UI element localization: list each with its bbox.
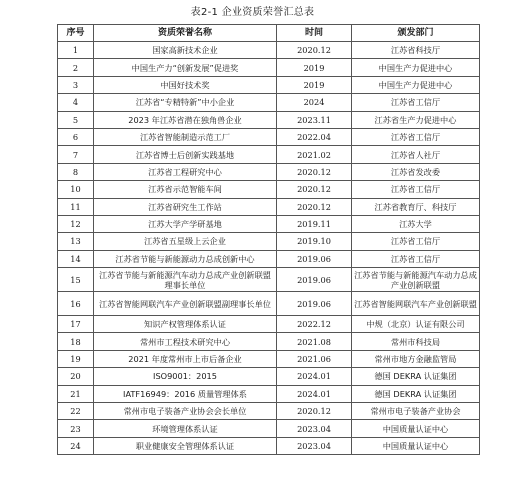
cell-time: 2019.06 xyxy=(277,292,352,316)
table-row xyxy=(58,420,480,437)
cell-name: 中国好技术奖 xyxy=(94,76,277,93)
cell-dept: 江苏省生产力促进中心 xyxy=(352,111,480,128)
table-row xyxy=(58,163,480,180)
cell-name: 江苏省节能与新能源动力总成创新中心 xyxy=(94,250,277,267)
table-body xyxy=(58,42,480,455)
cell-dept: 中国生产力促进中心 xyxy=(352,76,480,93)
table-row xyxy=(58,403,480,420)
cell-time: 2023.11 xyxy=(277,111,352,128)
table-caption: 表2-1 企业资质荣誉汇总表 xyxy=(190,7,315,18)
cell-no: 22 xyxy=(58,403,94,420)
cell-time: 2020.12 xyxy=(277,163,352,180)
table-row xyxy=(58,215,480,232)
table-row xyxy=(58,268,480,292)
cell-time: 2020.12 xyxy=(277,403,352,420)
cell-dept: 江苏省工信厅 xyxy=(352,94,480,111)
table-row xyxy=(58,250,480,267)
cell-dept: 江苏省人社厅 xyxy=(352,146,480,163)
cell-time: 2023.04 xyxy=(277,437,352,454)
cell-dept: 江苏省工信厅 xyxy=(352,181,480,198)
honors-table xyxy=(57,24,480,455)
cell-no: 23 xyxy=(58,420,94,437)
cell-name: ISO9001：2015 xyxy=(94,368,277,385)
table-row xyxy=(58,128,480,145)
cell-name: 江苏省“专精特新”中小企业 xyxy=(94,94,277,111)
table-row xyxy=(58,437,480,454)
cell-time: 2023.04 xyxy=(277,420,352,437)
table-row xyxy=(58,316,480,333)
cell-name: 国家高新技术企业 xyxy=(94,42,277,59)
cell-no: 7 xyxy=(58,146,94,163)
cell-name: 江苏省博士后创新实践基地 xyxy=(94,146,277,163)
cell-no: 24 xyxy=(58,437,94,454)
cell-name: 知识产权管理体系认证 xyxy=(94,316,277,333)
cell-name: 江苏省智能制造示范工厂 xyxy=(94,128,277,145)
cell-time: 2020.12 xyxy=(277,181,352,198)
table-row xyxy=(58,146,480,163)
cell-dept: 江苏省工信厅 xyxy=(352,250,480,267)
cell-dept: 江苏省智能网联汽车产业创新联盟 xyxy=(352,292,480,316)
cell-name: 江苏省智能网联汽车产业创新联盟副理事长单位 xyxy=(94,292,277,316)
cell-no: 1 xyxy=(58,42,94,59)
cell-time: 2021.08 xyxy=(277,333,352,350)
cell-time: 2024.01 xyxy=(277,385,352,402)
cell-no: 16 xyxy=(58,292,94,316)
cell-time: 2019 xyxy=(277,59,352,76)
table-row xyxy=(58,333,480,350)
cell-time: 2019.06 xyxy=(277,250,352,267)
cell-dept: 德国 DEKRA 认证集团 xyxy=(352,385,480,402)
cell-dept: 常州市地方金融监管局 xyxy=(352,350,480,367)
table-row xyxy=(58,94,480,111)
cell-no: 8 xyxy=(58,163,94,180)
cell-name: 常州市电子装备产业协会会长单位 xyxy=(94,403,277,420)
cell-dept: 江苏省节能与新能源汽车动力总成产业创新联盟 xyxy=(352,268,480,292)
cell-dept: 江苏省工信厅 xyxy=(352,128,480,145)
cell-time: 2024.01 xyxy=(277,368,352,385)
cell-no: 15 xyxy=(58,268,94,292)
cell-time: 2019 xyxy=(277,76,352,93)
cell-dept: 中规（北京）认证有限公司 xyxy=(352,316,480,333)
cell-time: 2019.06 xyxy=(277,268,352,292)
cell-no: 17 xyxy=(58,316,94,333)
cell-no: 13 xyxy=(58,233,94,250)
cell-dept: 江苏大学 xyxy=(352,215,480,232)
cell-name: 江苏大学产学研基地 xyxy=(94,215,277,232)
cell-dept: 中国生产力促进中心 xyxy=(352,59,480,76)
cell-time: 2020.12 xyxy=(277,198,352,215)
cell-name: 江苏省示范智能车间 xyxy=(94,181,277,198)
cell-dept: 中国质量认证中心 xyxy=(352,420,480,437)
table-row xyxy=(58,233,480,250)
cell-dept: 常州市科技局 xyxy=(352,333,480,350)
cell-name: 2021 年度常州市上市后备企业 xyxy=(94,350,277,367)
cell-no: 4 xyxy=(58,94,94,111)
header-time: 时间 xyxy=(277,25,352,42)
cell-name: 江苏省节能与新能源汽车动力总成产业创新联盟理事长单位 xyxy=(94,268,277,292)
table-row xyxy=(58,111,480,128)
cell-dept: 江苏省发改委 xyxy=(352,163,480,180)
cell-no: 18 xyxy=(58,333,94,350)
cell-no: 19 xyxy=(58,350,94,367)
cell-name: 常州市工程技术研究中心 xyxy=(94,333,277,350)
cell-time: 2021.02 xyxy=(277,146,352,163)
table-row xyxy=(58,198,480,215)
cell-name: 职业健康安全管理体系认证 xyxy=(94,437,277,454)
cell-no: 10 xyxy=(58,181,94,198)
cell-no: 11 xyxy=(58,198,94,215)
header-name: 资质荣誉名称 xyxy=(94,25,277,42)
header-dept: 颁发部门 xyxy=(352,25,480,42)
cell-no: 5 xyxy=(58,111,94,128)
cell-dept: 德国 DEKRA 认证集团 xyxy=(352,368,480,385)
cell-time: 2022.12 xyxy=(277,316,352,333)
cell-time: 2021.06 xyxy=(277,350,352,367)
cell-name: 中国生产力“创新发展”促进奖 xyxy=(94,59,277,76)
cell-no: 12 xyxy=(58,215,94,232)
cell-time: 2019.10 xyxy=(277,233,352,250)
table-row xyxy=(58,292,480,316)
cell-no: 3 xyxy=(58,76,94,93)
table-row xyxy=(58,59,480,76)
cell-dept: 江苏省工信厅 xyxy=(352,233,480,250)
table-row xyxy=(58,350,480,367)
cell-name: 江苏省五星级上云企业 xyxy=(94,233,277,250)
cell-name: 2023 年江苏省潜在独角兽企业 xyxy=(94,111,277,128)
cell-time: 2022.04 xyxy=(277,128,352,145)
table-row xyxy=(58,42,480,59)
cell-dept: 江苏省科技厅 xyxy=(352,42,480,59)
table-row xyxy=(58,368,480,385)
cell-no: 2 xyxy=(58,59,94,76)
cell-dept: 常州市电子装备产业协会 xyxy=(352,403,480,420)
header-row xyxy=(58,25,480,42)
cell-name: 环境管理体系认证 xyxy=(94,420,277,437)
table-row xyxy=(58,181,480,198)
cell-no: 6 xyxy=(58,128,94,145)
cell-dept: 江苏省教育厅、科技厅 xyxy=(352,198,480,215)
cell-no: 21 xyxy=(58,385,94,402)
cell-no: 14 xyxy=(58,250,94,267)
cell-no: 20 xyxy=(58,368,94,385)
cell-time: 2019.11 xyxy=(277,215,352,232)
cell-time: 2020.12 xyxy=(277,42,352,59)
cell-name: 江苏省工程研究中心 xyxy=(94,163,277,180)
cell-dept: 中国质量认证中心 xyxy=(352,437,480,454)
cell-name: IATF16949：2016 质量管理体系 xyxy=(94,385,277,402)
table-row xyxy=(58,385,480,402)
table-row xyxy=(58,76,480,93)
header-no: 序号 xyxy=(58,25,94,42)
cell-time: 2024 xyxy=(277,94,352,111)
cell-name: 江苏省研究生工作站 xyxy=(94,198,277,215)
